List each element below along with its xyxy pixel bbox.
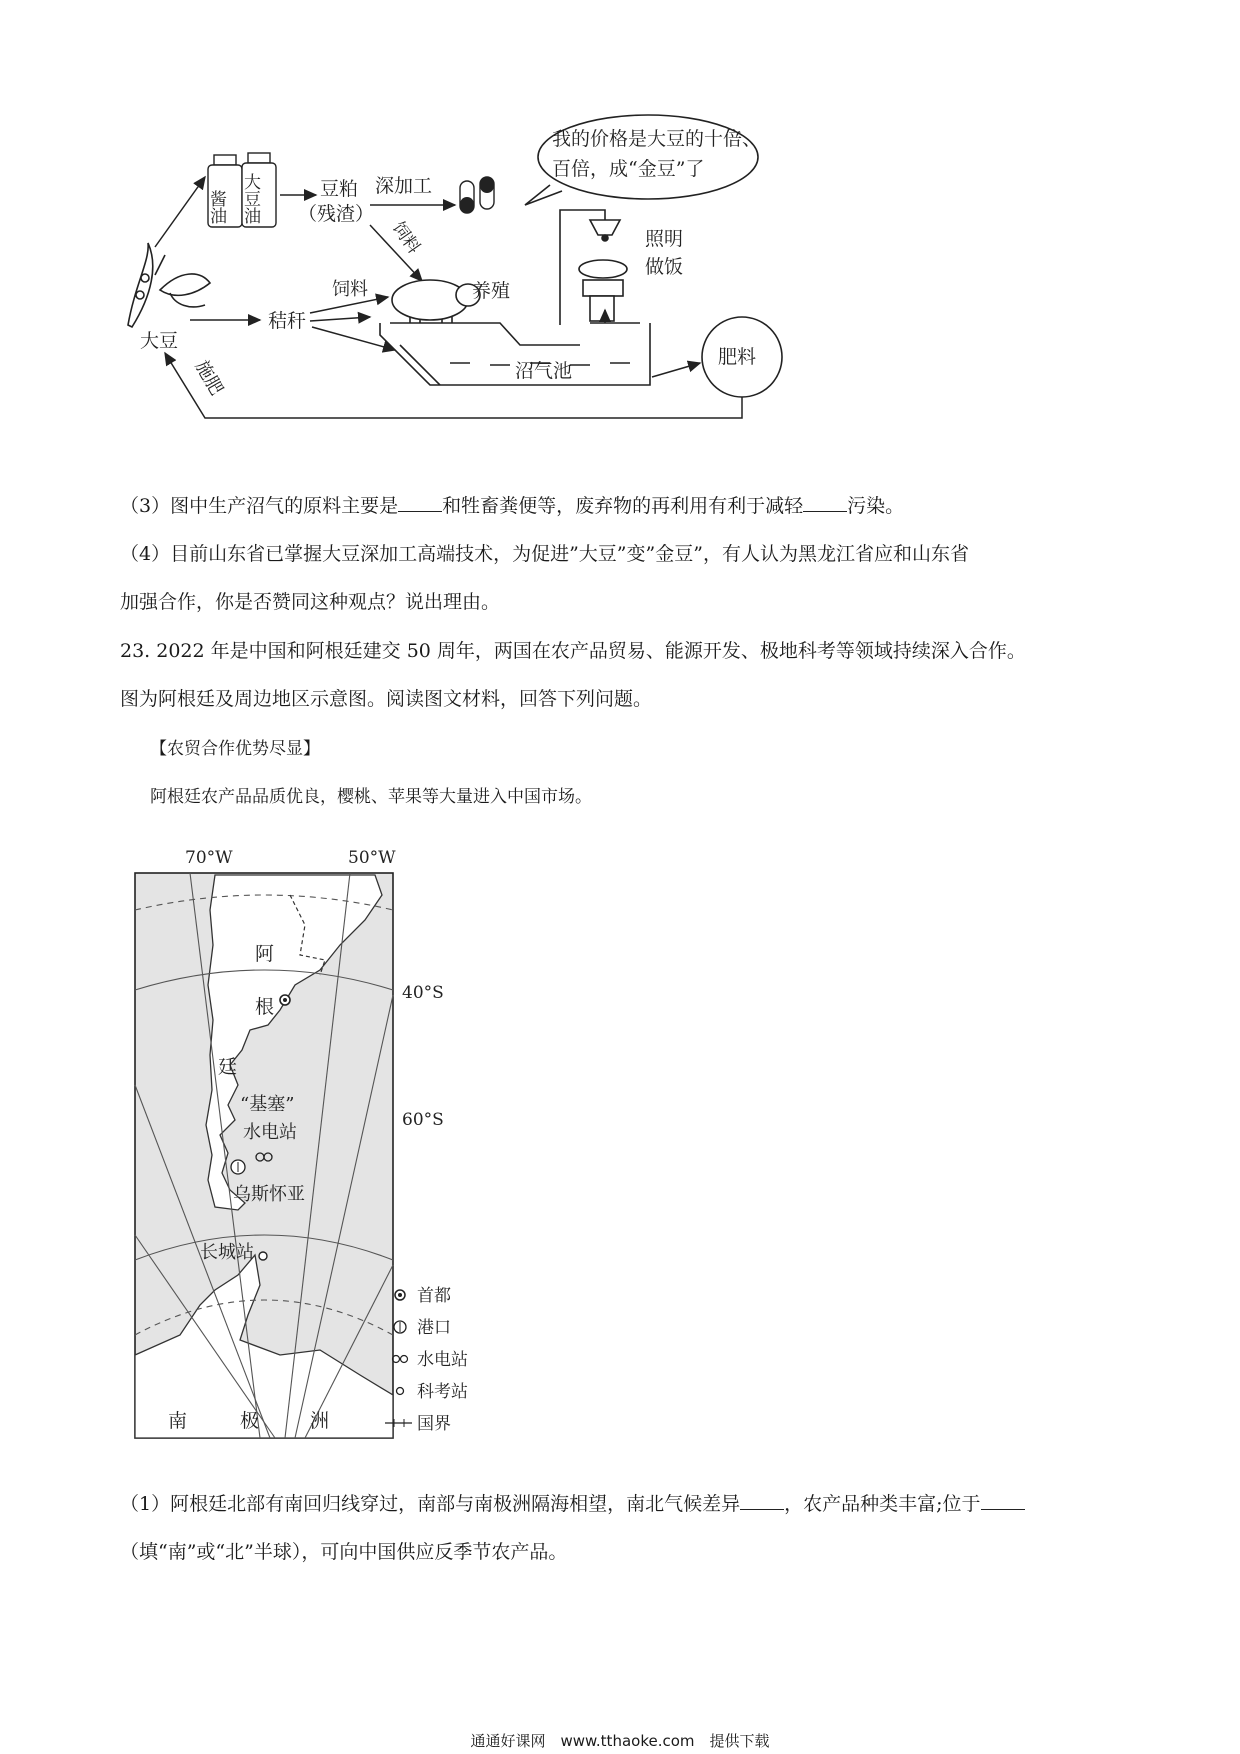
question-1-line-1 xyxy=(120,1490,1025,1518)
soy-sauce-label: 酱油 xyxy=(206,190,226,224)
antarctica-label-1: 南 xyxy=(168,1410,188,1432)
q1-text-a: （1）阿根廷北部有南回归线穿过，南部与南极洲隔海相望，南北气候差异 xyxy=(120,1493,741,1515)
q3-blank-2[interactable] xyxy=(803,493,847,512)
lamp-icon xyxy=(590,220,620,241)
map-legend xyxy=(385,1286,468,1434)
lat-60s-label: 60°S xyxy=(402,1110,444,1130)
section-text: 阿根廷农产品品质优良，樱桃、苹果等大量进入中国市场。 xyxy=(150,787,592,807)
ushuaia-label: 乌斯怀亚 xyxy=(233,1184,305,1205)
straw-label: 秸秆 xyxy=(268,310,307,332)
antarctica-label-3: 洲 xyxy=(310,1410,330,1432)
map-label-country-2: 根 xyxy=(255,996,275,1018)
argentina-map xyxy=(120,835,540,1450)
speech-line-1: 我的价格是大豆的十倍、 xyxy=(552,128,762,150)
research-station-marker-icon xyxy=(259,1252,267,1260)
residue-label: （残渣） xyxy=(298,203,375,225)
lighting-label: 照明 xyxy=(645,228,684,250)
soy-oil-label: 大豆油 xyxy=(240,173,260,224)
map-label-country-1: 阿 xyxy=(255,943,275,965)
feed-label: 饲料 xyxy=(332,279,368,300)
q3-text-c: 污染。 xyxy=(847,495,905,517)
lon-70w-label: 70°W xyxy=(185,848,233,868)
fertilize-label: 施肥 xyxy=(190,357,227,399)
deep-processing-label: 深加工 xyxy=(375,175,433,197)
jisai-label: “基塞” xyxy=(240,1094,295,1115)
speech-line-2: 百倍，成“金豆”了 xyxy=(552,158,705,180)
soybean-label: 大豆 xyxy=(140,330,179,352)
map-label-country-3: 廷 xyxy=(218,1056,238,1078)
hydro-station-label: 水电站 xyxy=(243,1122,297,1143)
legend-research-icon xyxy=(397,1388,404,1395)
legend-research-label: 科考站 xyxy=(417,1382,468,1402)
biogas-pool-label: 沼气池 xyxy=(515,360,573,382)
question-23-line-1: 23. 2022 年是中国和阿根廷建交 50 周年，两国在农产品贸易、能源开发、极地科考等领域持续深入合作。 xyxy=(120,640,1026,662)
soy-meal-label: 豆粕 xyxy=(320,178,359,200)
antarctica-label-2: 极 xyxy=(240,1410,260,1432)
lat-40s-label: 40°S xyxy=(402,983,444,1003)
question-4-line-1: （4）目前山东省已掌握大豆深加工高端技术，为促进”大豆”变”金豆”，有人认为黑龙江省应和山东省 xyxy=(120,543,969,565)
pig-icon xyxy=(392,280,480,323)
legend-capital-label: 首都 xyxy=(417,1286,451,1306)
question-1-line-2: （填“南”或“北”半球），可向中国供应反季节农产品。 xyxy=(120,1541,568,1563)
q1-blank-2[interactable] xyxy=(981,1491,1025,1510)
legend-hydropower-label: 水电站 xyxy=(417,1350,468,1370)
cooking-label: 做饭 xyxy=(645,256,684,278)
lon-50w-label: 50°W xyxy=(348,848,396,868)
q3-text-a: （3）图中生产沼气的原料主要是 xyxy=(120,495,399,517)
section-title: 【农贸合作优势尽显】 xyxy=(150,739,320,759)
q1-text-b: ，农产品种类丰富;位于 xyxy=(784,1493,981,1515)
q1-blank-1[interactable] xyxy=(740,1491,784,1510)
capsule-icon xyxy=(460,177,494,213)
question-23-line-2: 图为阿根廷及周边地区示意图。阅读图文材料，回答下列问题。 xyxy=(120,688,653,710)
fertilizer-label: 肥料 xyxy=(718,346,757,368)
great-wall-station-label: 长城站 xyxy=(200,1242,254,1263)
port-marker-icon xyxy=(231,1160,245,1174)
question-3 xyxy=(120,492,904,520)
legend-port-label: 港口 xyxy=(417,1318,451,1338)
legend-border-label: 国界 xyxy=(417,1414,451,1434)
stove-icon xyxy=(579,260,627,321)
q3-blank-1[interactable] xyxy=(398,493,442,512)
q3-text-b: 和牲畜粪便等，废弃物的再利用有利于减轻 xyxy=(442,495,804,517)
breeding-label: 养殖 xyxy=(472,280,511,302)
question-4-line-2: 加强合作，你是否赞同这种观点？说出理由。 xyxy=(120,591,501,613)
feed-diagonal-label: 饲料 xyxy=(387,218,424,258)
soybean-utilization-diagram xyxy=(120,95,850,480)
soybean-pod-icon xyxy=(128,243,210,327)
page-footer: 通通好课网 www.tthaoke.com 提供下载 xyxy=(470,1732,770,1750)
